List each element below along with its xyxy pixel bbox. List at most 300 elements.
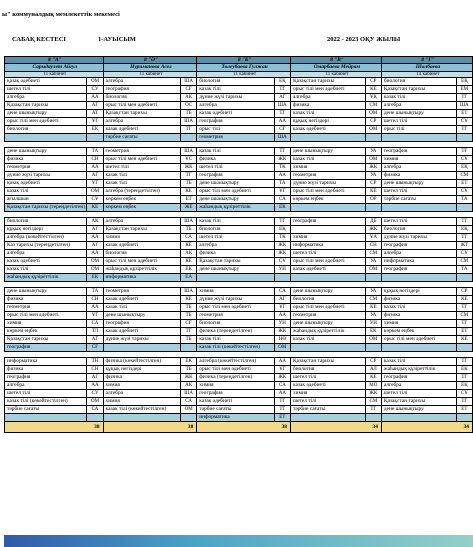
lesson-subject[interactable]: казак тілі	[381, 94, 456, 102]
extra-teacher-code[interactable]	[180, 344, 196, 352]
teacher-code[interactable]: АА	[87, 94, 103, 102]
lesson-subject[interactable]: орыс тілі мен әдебиеті	[103, 102, 180, 110]
teacher-code[interactable]: ТБ	[180, 366, 196, 374]
lesson-subject[interactable]: орыс тілі мен әдебиеті	[5, 118, 87, 126]
lesson-subject[interactable]: дене шынықтыру	[381, 406, 456, 414]
class-teacher[interactable]: Толеубаева Гулжан	[197, 64, 291, 72]
lesson-subject[interactable]: орыс тілі	[381, 126, 456, 134]
teacher-code[interactable]: ТГ	[456, 304, 472, 312]
extra-lesson-subject[interactable]: тәрбие сағаты	[103, 134, 180, 142]
lesson-subject[interactable]: шетел тілі	[103, 164, 180, 172]
lesson-subject[interactable]: шетел тілі	[5, 86, 87, 94]
teacher-code[interactable]: ҰГ	[274, 366, 290, 374]
teacher-code[interactable]: ЕҚ	[456, 164, 472, 172]
extra-lesson-subject[interactable]: Қазақстан тарихы (тереңдетілген)	[5, 204, 87, 212]
lesson-subject[interactable]: химия	[103, 234, 180, 242]
weekly-hours-total[interactable]: 34	[290, 422, 381, 433]
lesson-subject[interactable]: дене шынықтыру	[290, 148, 365, 156]
lesson-subject[interactable]: казак әдебиеті	[5, 258, 87, 266]
lesson-subject[interactable]: казак тілі	[197, 86, 274, 94]
teacher-code[interactable]: СН	[87, 296, 103, 304]
lesson-subject[interactable]: геометрия	[103, 288, 180, 296]
lesson-subject[interactable]: физика	[5, 296, 87, 304]
teacher-code[interactable]: АК	[180, 382, 196, 390]
teacher-code[interactable]: АГ	[87, 374, 103, 382]
lesson-subject[interactable]: орыс тілі мен әдебиеті	[381, 336, 456, 344]
teacher-code[interactable]: ТЛ	[87, 328, 103, 336]
teacher-code[interactable]: ОМ	[87, 188, 103, 196]
teacher-code[interactable]: ЕТ	[456, 328, 472, 336]
extra-lesson-subject[interactable]: география	[5, 344, 87, 352]
lesson-subject[interactable]: казак тілі	[5, 188, 87, 196]
teacher-code[interactable]: ТГ	[456, 94, 472, 102]
lesson-subject[interactable]: Қазақстан тарихы	[103, 110, 180, 118]
extra-lesson-subject[interactable]	[381, 414, 456, 422]
teacher-code[interactable]: ЕТ	[456, 406, 472, 414]
lesson-subject[interactable]: казак әдебиеті	[290, 126, 365, 134]
teacher-code[interactable]: ҰА	[365, 234, 381, 242]
teacher-code[interactable]: ЖК	[274, 374, 290, 382]
lesson-subject[interactable]: алгебра	[5, 250, 87, 258]
lesson-subject[interactable]: дүние жүзі тарихы	[5, 172, 87, 180]
teacher-code[interactable]: СМ	[456, 258, 472, 266]
lesson-subject[interactable]: жаһандық құзіреттілік	[290, 328, 365, 336]
lesson-subject[interactable]: құқық негіздері	[381, 288, 456, 296]
lesson-subject[interactable]: физика	[381, 312, 456, 320]
teacher-code[interactable]: ЖК	[274, 250, 290, 258]
teacher-code[interactable]: ЕҚ	[274, 78, 290, 86]
lesson-subject[interactable]: орыс тілі мен әдебиеті	[197, 188, 274, 196]
teacher-code[interactable]: ТГ	[456, 374, 472, 382]
teacher-code[interactable]: АК	[180, 250, 196, 258]
classroom[interactable]: 11 кабинет	[103, 72, 197, 78]
teacher-code[interactable]: АА	[274, 172, 290, 180]
lesson-subject[interactable]: шетел тілі	[290, 398, 365, 406]
teacher-code[interactable]: ТБ	[180, 336, 196, 344]
teacher-code[interactable]: ЕҚ	[456, 226, 472, 234]
lesson-subject[interactable]: химия	[197, 382, 274, 390]
lesson-subject[interactable]: алгебра	[103, 218, 180, 226]
teacher-code[interactable]: АК	[87, 218, 103, 226]
lesson-subject[interactable]: география	[381, 148, 456, 156]
lesson-subject[interactable]: физика	[197, 250, 274, 258]
teacher-code[interactable]: ТГ	[456, 398, 472, 406]
teacher-code[interactable]: АЛ	[365, 366, 381, 374]
extra-lesson-subject[interactable]	[5, 414, 87, 422]
extra-lesson-subject[interactable]	[381, 204, 456, 212]
lesson-subject[interactable]: география	[103, 86, 180, 94]
lesson-subject[interactable]: алгебра	[290, 94, 365, 102]
teacher-code[interactable]: АА	[87, 382, 103, 390]
extra-lesson-subject[interactable]: информатика	[103, 274, 180, 282]
lesson-subject[interactable]: казак тілі	[5, 266, 87, 274]
extra-teacher-code[interactable]: ЕК	[87, 274, 103, 282]
extra-teacher-code[interactable]	[365, 414, 381, 422]
lesson-subject[interactable]: казак тілі	[290, 336, 365, 344]
lesson-subject[interactable]: құқық негіздері	[5, 226, 87, 234]
lesson-subject[interactable]: география	[381, 242, 456, 250]
lesson-subject[interactable]: дүние жүзі тарихы	[290, 180, 365, 188]
teacher-code[interactable]: ША	[180, 148, 196, 156]
extra-teacher-code[interactable]	[365, 344, 381, 352]
extra-teacher-code[interactable]: КЕ	[87, 204, 103, 212]
teacher-code[interactable]: КЕ	[365, 188, 381, 196]
teacher-code[interactable]: СМ	[365, 296, 381, 304]
teacher-code[interactable]: ТГ	[180, 126, 196, 134]
teacher-code[interactable]: ЕМ	[456, 86, 472, 94]
teacher-code[interactable]: ТГ	[456, 234, 472, 242]
lesson-subject[interactable]: биология	[103, 250, 180, 258]
lesson-subject[interactable]: дене шынықтыру	[290, 288, 365, 296]
lesson-subject[interactable]: казак тілі	[381, 358, 456, 366]
lesson-subject[interactable]: химия	[290, 390, 365, 398]
teacher-code[interactable]: УН	[274, 320, 290, 328]
lesson-subject[interactable]: шетел тілі	[381, 218, 456, 226]
teacher-code[interactable]: ТА	[87, 288, 103, 296]
extra-lesson-subject[interactable]	[197, 274, 274, 282]
lesson-subject[interactable]: казак әдебиеті	[103, 126, 180, 134]
classroom[interactable]: 11 кабинет	[5, 72, 104, 78]
teacher-code[interactable]: АТ	[87, 110, 103, 118]
extra-lesson-subject[interactable]	[381, 134, 456, 142]
lesson-subject[interactable]: физика	[197, 156, 274, 164]
lesson-subject[interactable]: Қазақстан тарихы	[290, 358, 365, 366]
teacher-code[interactable]: СҰ	[87, 196, 103, 204]
teacher-code[interactable]: ТГ	[274, 148, 290, 156]
extra-lesson-subject[interactable]: жаһандық құзіреттілік	[5, 274, 87, 282]
teacher-code[interactable]: АА	[87, 164, 103, 172]
lesson-subject[interactable]: география	[197, 172, 274, 180]
teacher-code[interactable]: КЕ	[456, 336, 472, 344]
teacher-code[interactable]: ЖК	[180, 164, 196, 172]
lesson-subject[interactable]: казак әдебиеті	[103, 296, 180, 304]
teacher-code[interactable]: ТГ	[365, 406, 381, 414]
teacher-code[interactable]: ША	[180, 390, 196, 398]
teacher-code[interactable]: СҰ	[456, 188, 472, 196]
lesson-subject[interactable]: шетел тілі	[197, 234, 274, 242]
lesson-subject[interactable]: орыс тілі мен әдебиеті	[197, 366, 274, 374]
teacher-code[interactable]: АА	[274, 390, 290, 398]
lesson-subject[interactable]: орыс тілі мен әдебиеті	[5, 312, 87, 320]
lesson-subject[interactable]: казак әдебиеті	[197, 398, 274, 406]
class-teacher[interactable]: Сарыдаулет Айгул	[5, 64, 104, 72]
teacher-code[interactable]: ЕТ	[180, 196, 196, 204]
lesson-subject[interactable]: алгебра	[197, 242, 274, 250]
lesson-subject[interactable]: химия	[290, 234, 365, 242]
lesson-subject[interactable]: Қазақстан тарихы	[381, 398, 456, 406]
lesson-subject[interactable]: алгебра (тереңдетілген)	[103, 188, 180, 196]
lesson-subject[interactable]: биология	[5, 218, 87, 226]
teacher-code[interactable]: УА	[365, 172, 381, 180]
lesson-subject[interactable]: шетел тілі	[381, 118, 456, 126]
extra-lesson-subject[interactable]: көркем еңбек	[103, 204, 180, 212]
teacher-code[interactable]: АА	[274, 312, 290, 320]
teacher-code[interactable]: ДБ	[365, 218, 381, 226]
lesson-subject[interactable]: биология	[290, 296, 365, 304]
teacher-code[interactable]: ОМ	[87, 266, 103, 274]
lesson-subject[interactable]: биология	[381, 226, 456, 234]
lesson-subject[interactable]: казак тілі (көкейтестілген)	[5, 398, 87, 406]
teacher-code[interactable]: НӨ	[274, 336, 290, 344]
lesson-subject[interactable]: дүние жүзі тарихы	[103, 336, 180, 344]
lesson-subject[interactable]: шетел тілі	[290, 250, 365, 258]
lesson-subject[interactable]: биология	[5, 126, 87, 134]
extra-lesson-subject[interactable]	[103, 414, 180, 422]
teacher-code[interactable]: КЕ	[180, 258, 196, 266]
extra-teacher-code[interactable]: ОМ	[274, 344, 290, 352]
teacher-code[interactable]: СР	[365, 118, 381, 126]
teacher-code[interactable]: ОМ	[365, 266, 381, 274]
lesson-subject[interactable]: шетел тілі	[381, 390, 456, 398]
lesson-subject[interactable]: алгебра	[5, 94, 87, 102]
lesson-subject[interactable]: геометрия	[290, 312, 365, 320]
teacher-code[interactable]: ОМ	[180, 406, 196, 414]
teacher-code[interactable]: ТК	[274, 164, 290, 172]
lesson-subject[interactable]: казак тілі (көкейтестілген)	[103, 406, 180, 414]
teacher-code[interactable]: ЖК	[274, 328, 290, 336]
teacher-code[interactable]: ТА	[274, 180, 290, 188]
lesson-subject[interactable]: химия	[197, 288, 274, 296]
lesson-subject[interactable]: тәрбие сағаты	[290, 406, 365, 414]
weekly-hours-total[interactable]: 38	[197, 422, 291, 433]
teacher-code[interactable]: АГ	[274, 94, 290, 102]
schedule-sheet[interactable]	[4, 56, 473, 534]
lesson-subject[interactable]: алгебра	[381, 164, 456, 172]
extra-teacher-code[interactable]: ЕА	[180, 274, 196, 282]
teacher-code[interactable]: ША	[274, 102, 290, 110]
teacher-code[interactable]: МО	[365, 382, 381, 390]
lesson-subject[interactable]: казак тілі	[103, 172, 180, 180]
teacher-code[interactable]: АК	[180, 94, 196, 102]
extra-lesson-subject[interactable]	[5, 134, 87, 142]
teacher-code[interactable]: ЕК	[180, 358, 196, 366]
lesson-subject[interactable]: тәрбие сағаты	[381, 196, 456, 204]
classroom[interactable]: 11 кабинет	[197, 72, 291, 78]
lesson-subject[interactable]: химия	[381, 320, 456, 328]
extra-teacher-code[interactable]	[274, 274, 290, 282]
extra-lesson-subject[interactable]	[290, 344, 365, 352]
lesson-subject[interactable]: орыс тілі мен әдебиеті	[290, 188, 365, 196]
extra-teacher-code[interactable]	[87, 414, 103, 422]
extra-teacher-code[interactable]: ЕТ	[274, 414, 290, 422]
extra-lesson-subject[interactable]: геометрия	[197, 134, 274, 142]
teacher-code[interactable]: СМ	[365, 398, 381, 406]
lesson-subject[interactable]: география	[5, 374, 87, 382]
teacher-code[interactable]: АГ	[87, 102, 103, 110]
class-name[interactable]: 8 "Б"	[197, 57, 291, 64]
teacher-code[interactable]: КЕ	[365, 374, 381, 382]
teacher-code[interactable]: ТБ	[180, 226, 196, 234]
teacher-code[interactable]: ОМ	[87, 398, 103, 406]
lesson-subject[interactable]: Қазақстан тарихы	[381, 86, 456, 94]
classroom[interactable]: 11 кабинет	[290, 72, 381, 78]
teacher-code[interactable]: УА	[365, 288, 381, 296]
lesson-subject[interactable]: алгебра (көкейтестілген)	[5, 234, 87, 242]
lesson-subject[interactable]: алгебра	[103, 118, 180, 126]
lesson-subject[interactable]: химия	[103, 382, 180, 390]
teacher-code[interactable]: СҰ	[456, 118, 472, 126]
lesson-subject[interactable]: Қазақстан тарихы	[197, 258, 274, 266]
lesson-subject[interactable]: казак әдебиеті	[103, 328, 180, 336]
class-name[interactable]: 8 "А"	[5, 57, 104, 64]
lesson-subject[interactable]: орыс тілі мен әдебиеті	[103, 156, 180, 164]
lesson-subject[interactable]: география	[381, 266, 456, 274]
teacher-code[interactable]: ША	[180, 288, 196, 296]
class-teacher[interactable]: Нуриманова Асел	[103, 64, 197, 72]
lesson-subject[interactable]: жаһандық құзіреттілік	[103, 266, 180, 274]
extra-teacher-code[interactable]	[180, 414, 196, 422]
lesson-subject[interactable]: информатика	[5, 358, 87, 366]
teacher-code[interactable]: СҒ	[274, 126, 290, 134]
teacher-code[interactable]: СА	[180, 234, 196, 242]
teacher-code[interactable]: ТГ	[456, 218, 472, 226]
extra-teacher-code[interactable]: СҒ	[87, 344, 103, 352]
teacher-code[interactable]: ОМ	[365, 126, 381, 134]
extra-teacher-code[interactable]	[365, 274, 381, 282]
teacher-code[interactable]: КЕ	[180, 242, 196, 250]
teacher-code[interactable]: ОР	[365, 196, 381, 204]
teacher-code[interactable]: ТБ	[180, 304, 196, 312]
teacher-code[interactable]: ҰГ	[87, 180, 103, 188]
extra-teacher-code[interactable]	[180, 134, 196, 142]
lesson-subject[interactable]	[290, 226, 365, 234]
teacher-code[interactable]: ҰҚ	[365, 94, 381, 102]
teacher-code[interactable]: СН	[365, 242, 381, 250]
teacher-code[interactable]: СР	[365, 180, 381, 188]
teacher-code[interactable]: ЕҚ	[456, 78, 472, 86]
teacher-code[interactable]: ТГ	[456, 358, 472, 366]
extra-lesson-subject[interactable]	[290, 274, 365, 282]
lesson-subject[interactable]: Каз тарихы (тереңдетілген)	[5, 242, 87, 250]
lesson-subject[interactable]: казак әдебиеті	[103, 242, 180, 250]
teacher-code[interactable]: СМ	[365, 102, 381, 110]
extra-lesson-subject[interactable]	[290, 204, 365, 212]
teacher-code[interactable]: ТҒ	[456, 148, 472, 156]
teacher-code[interactable]: АА	[87, 250, 103, 258]
lesson-subject[interactable]: қазақ әдебиеті	[5, 180, 87, 188]
lesson-subject[interactable]: физика	[103, 374, 180, 382]
lesson-subject[interactable]: физика	[381, 296, 456, 304]
lesson-subject[interactable]: география	[197, 390, 274, 398]
lesson-subject[interactable]: казак әдебиеті	[197, 110, 274, 118]
lesson-subject[interactable]: дүние жүзі тарихы	[381, 234, 456, 242]
lesson-subject[interactable]: казак тілі	[103, 304, 180, 312]
teacher-code[interactable]: СР	[365, 358, 381, 366]
lesson-subject[interactable]: казак тілі	[290, 156, 365, 164]
lesson-subject[interactable]: көркем еңбек	[381, 328, 456, 336]
extra-lesson-subject[interactable]	[290, 414, 365, 422]
lesson-subject[interactable]: Қазақстан тарихы	[290, 78, 365, 86]
lesson-subject[interactable]: казак тілі	[197, 336, 274, 344]
lesson-subject[interactable]: биология	[381, 78, 456, 86]
teacher-code[interactable]: ЖК	[365, 226, 381, 234]
lesson-subject[interactable]: құқық негіздері	[103, 366, 180, 374]
teacher-code[interactable]: СҰ	[456, 250, 472, 258]
teacher-code[interactable]: ША	[180, 118, 196, 126]
lesson-subject[interactable]: шетел тілі	[5, 390, 87, 398]
extra-teacher-code[interactable]	[456, 414, 472, 422]
lesson-subject[interactable]: шетел тілі	[381, 188, 456, 196]
teacher-code[interactable]: АГ	[87, 226, 103, 234]
teacher-code[interactable]: КЕ	[180, 188, 196, 196]
lesson-subject[interactable]: физика	[290, 102, 365, 110]
teacher-code[interactable]: СА	[87, 320, 103, 328]
teacher-code[interactable]: ОМ	[365, 110, 381, 118]
weekly-hours-total[interactable]: 38	[5, 422, 104, 433]
teacher-code[interactable]: АА	[274, 358, 290, 366]
lesson-subject[interactable]: казак тілі	[290, 110, 365, 118]
lesson-subject[interactable]: казак тілі	[381, 304, 456, 312]
extra-lesson-subject[interactable]: информатика	[197, 414, 274, 422]
teacher-code[interactable]: ТГ	[274, 406, 290, 414]
teacher-code[interactable]: СА	[87, 406, 103, 414]
teacher-code[interactable]: АГ	[87, 336, 103, 344]
teacher-code[interactable]: ЕТ	[456, 180, 472, 188]
lesson-subject[interactable]: химия	[5, 320, 87, 328]
extra-teacher-code[interactable]: ЕК	[274, 204, 290, 212]
teacher-code[interactable]: ТГ	[274, 398, 290, 406]
extra-teacher-code[interactable]	[365, 134, 381, 142]
lesson-subject[interactable]: география	[381, 374, 456, 382]
teacher-code[interactable]: ЖК	[180, 374, 196, 382]
extra-teacher-code[interactable]: ЖЕ	[180, 204, 196, 212]
classroom[interactable]: 14 кабинет	[381, 72, 472, 78]
lesson-subject[interactable]: орыс тілі мен әдебиеті	[197, 304, 274, 312]
weekly-hours-total[interactable]: 38	[103, 422, 197, 433]
teacher-code[interactable]: ТГ	[180, 172, 196, 180]
lesson-subject[interactable]: казак әдебиеті	[290, 266, 365, 274]
teacher-code[interactable]: СУ	[87, 390, 103, 398]
teacher-code[interactable]: ЖК	[365, 164, 381, 172]
teacher-code[interactable]: ТГ	[274, 110, 290, 118]
teacher-code[interactable]: КЕ	[365, 304, 381, 312]
extra-teacher-code[interactable]	[456, 344, 472, 352]
lesson-subject[interactable]: казак тілі	[197, 218, 274, 226]
teacher-code[interactable]: ОМ	[87, 78, 103, 86]
teacher-code[interactable]: СУ	[87, 86, 103, 94]
lesson-subject[interactable]: геометрия	[5, 304, 87, 312]
extra-lesson-subject[interactable]: казак тілі (көкейтестілген)	[197, 344, 274, 352]
lesson-subject[interactable]: казак тілі	[103, 180, 180, 188]
teacher-code[interactable]: ЖК	[365, 390, 381, 398]
lesson-subject[interactable]: дене шынықтыру	[5, 288, 87, 296]
lesson-subject[interactable]: физика	[5, 366, 87, 374]
lesson-subject[interactable]: Қазақстан тарихы	[103, 226, 180, 234]
lesson-subject[interactable]: дене шынықтыру	[381, 110, 456, 118]
class-teacher[interactable]: Шалбаева	[381, 64, 472, 72]
teacher-code[interactable]: ЕК	[365, 328, 381, 336]
lesson-subject[interactable]: казак тілі	[197, 148, 274, 156]
teacher-code[interactable]: СА	[274, 196, 290, 204]
lesson-subject[interactable]: орыс тілі	[197, 126, 274, 134]
teacher-code[interactable]: ҰГ	[274, 188, 290, 196]
teacher-code[interactable]: АГ	[87, 242, 103, 250]
teacher-code[interactable]: ША	[456, 102, 472, 110]
lesson-subject[interactable]: Қазақстан тарихы	[5, 102, 87, 110]
lesson-subject[interactable]: алгебра	[381, 382, 456, 390]
lesson-subject[interactable]: дене шынықтыру	[381, 180, 456, 188]
teacher-code[interactable]: УА	[365, 148, 381, 156]
teacher-code[interactable]: СА	[274, 288, 290, 296]
lesson-subject[interactable]: шетел тілі	[197, 164, 274, 172]
lesson-subject[interactable]: көркем еңбек	[5, 328, 87, 336]
lesson-subject[interactable]: информатика	[290, 242, 365, 250]
teacher-code[interactable]: ОМ	[365, 336, 381, 344]
lesson-subject[interactable]: жаһандық құзіреттілік	[381, 366, 456, 374]
teacher-code[interactable]: СҰ	[456, 156, 472, 164]
class-name[interactable]: 8 "Г"	[381, 57, 472, 64]
teacher-code[interactable]: УА	[365, 312, 381, 320]
